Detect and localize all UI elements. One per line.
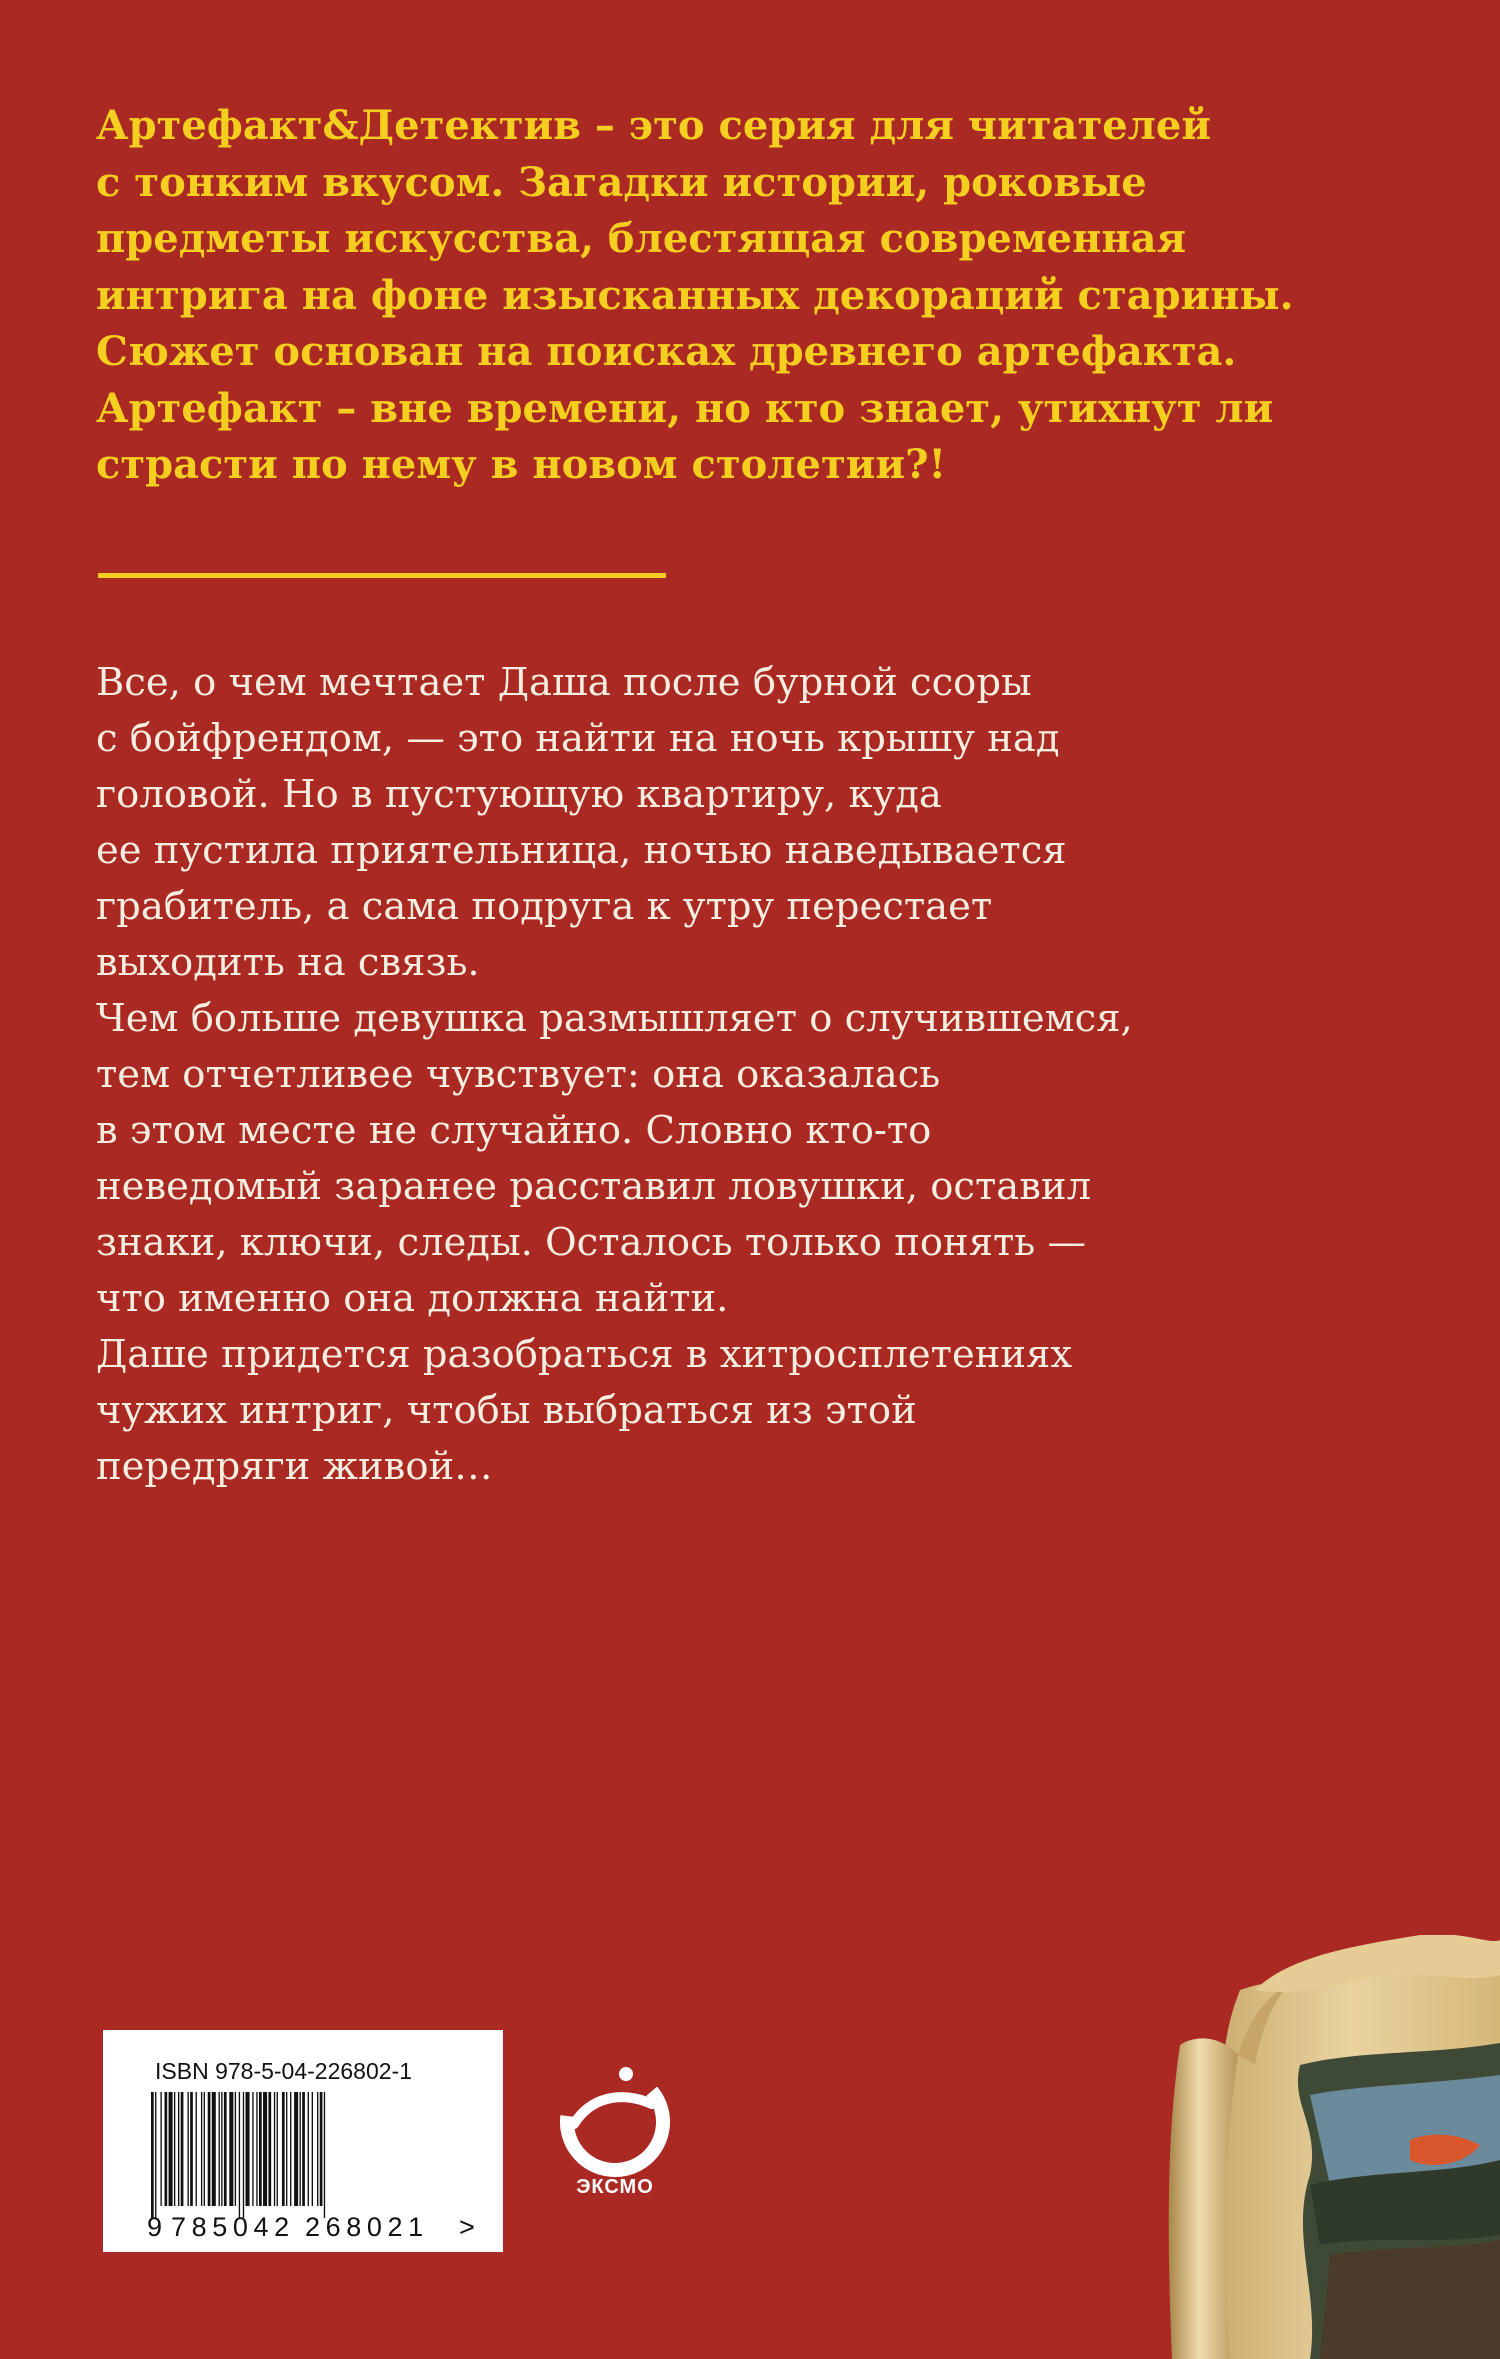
barcode-digit-first: 9 [147,2212,163,2242]
series-blurb-line: Артефакт&Детектив – это серия для читателей [96,102,1211,149]
barcode-bar [243,2092,244,2218]
barcode-bar [181,2092,184,2206]
barcode-arrow: > [459,2212,475,2242]
barcode-bar [246,2092,250,2206]
book-description [96,655,1196,1495]
description-line: Даше придется разобраться в хитросплетениях [96,1332,1073,1377]
barcode-bar [286,2092,287,2206]
description-line: тем отчетливее чувствует: она оказалась [96,1052,941,1097]
description-line: Чем больше девушка размышляет о случившемся, [96,996,1133,1041]
scroll-illustration [1160,1935,1500,2359]
barcode-bar [212,2092,216,2206]
barcode-digits-left: 785042 [171,2212,295,2242]
series-blurb-line: предметы искусства, блестящая современная [96,215,1187,262]
description-line: чужих интриг, чтобы выбраться из этой [96,1388,917,1433]
description-line: знаки, ключи, следы. Осталось только понять — [96,1220,1087,1265]
barcode-bar [165,2092,168,2206]
barcode-bar [274,2092,275,2206]
eksmo-logo-icon [560,2060,670,2190]
description-line: в этом месте не случайно. Словно кто-то [96,1108,932,1153]
description-line: выходить на связь. [96,940,480,985]
divider-line [98,573,666,578]
description-paragraph [96,655,1196,991]
series-blurb-line: Артефакт – вне времени, но кто знает, утихнут ли [96,384,1274,432]
publisher-name: ЭКСМО [576,2176,654,2198]
barcode-bar [268,2092,271,2206]
barcode-bar [290,2092,291,2206]
barcode-bar [294,2092,298,2206]
barcode-bar [178,2092,179,2206]
barcode-bar [263,2092,267,2206]
barcode-bar [229,2092,233,2206]
barcode-bar [312,2092,313,2206]
description-line: грабитель, а сама подруга к утру перестает [96,884,993,929]
barcode-bar [219,2092,220,2206]
barcode-bar [256,2092,257,2206]
isbn-label: ISBN 978-5-04-226802-1 [155,2058,412,2084]
description-line: что именно она должна найти. [96,1276,729,1321]
barcode-bar [317,2092,318,2206]
barcode-bar [320,2092,323,2206]
barcode-digits-right: 268021 [305,2212,429,2242]
description-paragraph [96,991,1196,1327]
series-blurb [96,98,1386,494]
barcode-bar [196,2092,197,2206]
barcode-bar [239,2092,240,2218]
barcode-bar [277,2092,278,2206]
barcode-bar [201,2092,202,2206]
barcode-bar [302,2092,305,2206]
description-line: передряги живой… [96,1444,493,1489]
barcode-bar [221,2092,222,2206]
barcode-bars [103,2030,503,2252]
description-line: с бойфрендом, — это найти на ночь крышу над [96,716,1060,761]
barcode-bar [169,2092,173,2206]
barcode-bar [235,2092,236,2206]
barcode-bar [160,2092,161,2206]
barcode-bar [308,2092,309,2206]
barcode-bar [252,2092,253,2206]
barcode-bar [300,2092,301,2206]
barcode-bar [190,2092,193,2206]
barcode-bar [282,2092,285,2206]
description-line: неведомый заранее расставил ловушки, оставил [96,1164,1092,1209]
barcode-bar [155,2092,156,2218]
description-line: головой. Но в пустующую квартиру, куда [96,772,942,817]
barcode-bar [204,2092,205,2206]
barcode-bar [151,2092,154,2218]
barcode-bar [259,2092,262,2206]
barcode-bar [208,2092,211,2206]
barcode-bar [224,2092,227,2206]
barcode-bar [324,2092,325,2218]
description-paragraph [96,1327,1196,1495]
barcode-bar [187,2092,188,2206]
series-blurb-line: страсти по нему в новом столетии?! [96,441,947,488]
description-line: Все, о чем мечтает Даша после бурной ссоры [96,660,1032,705]
description-line: ее пустила приятельница, ночью наведывается [96,828,1067,873]
isbn-barcode-box [103,2030,503,2252]
series-blurb-line: Сюжет основан на поисках древнего артефакта. [96,328,1237,375]
series-blurb-line: с тонким вкусом. Загадки истории, роковые [96,158,1147,206]
barcode-bar [174,2092,175,2206]
series-blurb-line: интрига на фоне изысканных декораций старины. [96,271,1294,319]
